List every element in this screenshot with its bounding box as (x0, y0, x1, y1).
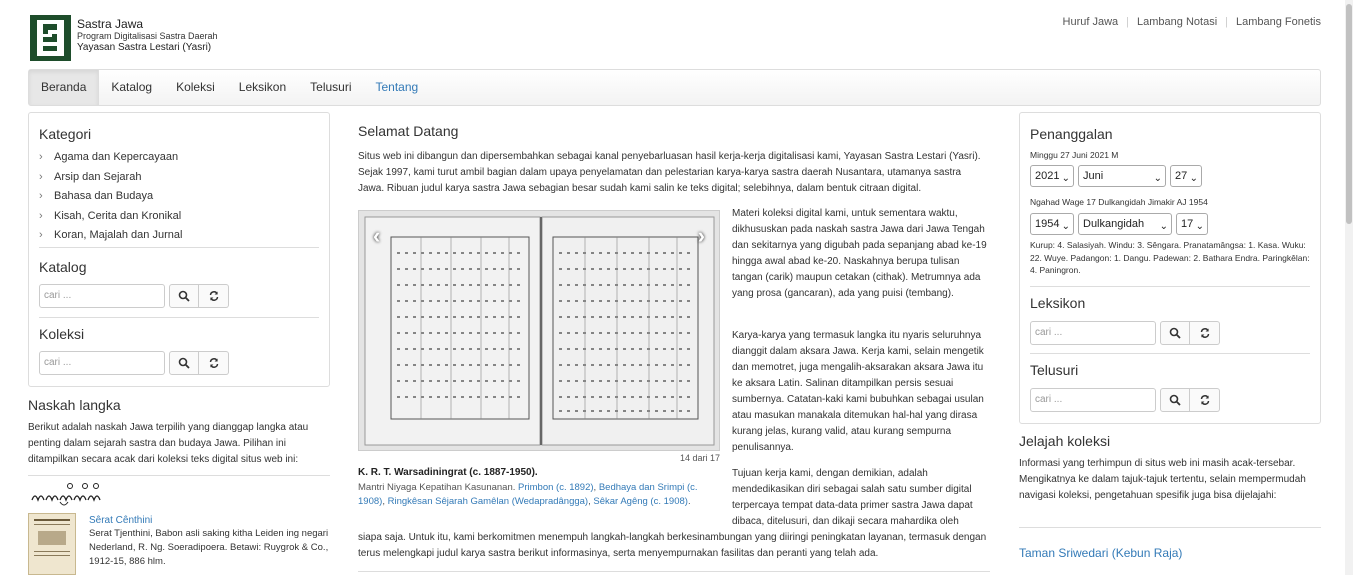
leksikon-search-input[interactable]: cari ... (1030, 321, 1156, 345)
reset-button[interactable] (1190, 388, 1220, 412)
refresh-icon (208, 357, 220, 369)
telusuri-title: Telusuri (1030, 362, 1079, 378)
chevron-down-icon: ⌄ (1061, 221, 1070, 232)
caption-link[interactable]: Primbon (c. 1892) (518, 482, 594, 493)
refresh-icon (208, 290, 220, 302)
telusuri-search-input[interactable]: cari ... (1030, 388, 1156, 412)
koleksi-title: Koleksi (39, 326, 85, 342)
katalog-title: Katalog (39, 259, 87, 275)
search-button[interactable] (169, 284, 199, 308)
leksikon-search (1030, 321, 1220, 345)
caption-author: K. R. T. Warsadiningrat (c. 1887-1950). (358, 467, 538, 478)
masehi-date: Minggu 27 Juni 2021 M (1030, 150, 1119, 160)
masehi-selects (1030, 165, 1202, 187)
divider (39, 247, 319, 248)
jawa-date: Ngahad Wage 17 Dulkangidah Jimakir AJ 1954 (1030, 197, 1208, 207)
caption-link[interactable]: Sêkar Agêng (c. 1908) (593, 496, 688, 507)
kurup-info: Kurup: 4. Salasiyah. Windu: 3. Sêngara. Pranatamângsa: 1. Kasa. Wuku: 22. Wuye. Padangon: 1. Dangu. Padewan: 2. Bathara Endra. Paringkêlan: 4. Paningron. (1030, 240, 1310, 275)
chevron-down-icon: ⌄ (1153, 173, 1162, 184)
site-org: Yayasan Sastra Lestari (Yasri) (77, 42, 212, 53)
reset-button[interactable] (199, 351, 229, 375)
jawa-year-select[interactable]: 1954 ⌄ (1030, 213, 1074, 235)
chevron-down-icon: ⌄ (1061, 173, 1070, 184)
tab-katalog[interactable]: Katalog (111, 80, 153, 94)
month-select[interactable]: Juni ⌄ (1078, 165, 1166, 187)
refresh-icon (1199, 327, 1211, 339)
divider (358, 571, 990, 572)
taman-sriwedari-link[interactable]: Taman Sriwedari (Kebun Raja) (1019, 546, 1183, 560)
tab-leksikon[interactable]: Leksikon (238, 80, 287, 94)
top-links (1063, 16, 1321, 28)
search-icon (178, 357, 190, 369)
search-button[interactable] (169, 351, 199, 375)
caption-text: Mantri Niyaga Kepatihan Kasunanan. Primbon (c. 1892), Bedhaya dan Srimpi (c. 1908), Ringkêsan Sêjarah Gamêlan (Wedapradângga), Sêkar Agêng (c. 1908). (358, 482, 698, 507)
search-icon (1169, 327, 1181, 339)
separator: | (1225, 16, 1228, 28)
page-scrollbar[interactable] (1345, 0, 1353, 575)
divider (1019, 527, 1321, 528)
toplink-lambang-notasi[interactable]: Lambang Notasi (1137, 16, 1218, 28)
chevron-right-icon: › (39, 170, 43, 183)
year-select[interactable]: 2021 ⌄ (1030, 165, 1074, 187)
koleksi-search (39, 351, 229, 375)
jawa-selects (1030, 213, 1208, 235)
chevron-down-icon: ⌄ (1195, 221, 1204, 232)
day-select[interactable]: 27 ⌄ (1170, 165, 1202, 187)
divider (39, 317, 319, 318)
chevron-right-icon: › (39, 190, 43, 202)
separator: | (1126, 16, 1130, 28)
jelajah-desc: Informasi yang terhimpun di situs web ini masih acak-tersebar. Mengikatnya ke dalam tajuk-tajuk tertentu, selain mempermudah navigasi koleksi, pengetahuan spesifik juga bisa dijelajahi: (1019, 458, 1306, 501)
search-button[interactable] (1160, 321, 1190, 345)
caption-link[interactable]: Ringkêsan Sêjarah Gamêlan (Wedapradângga) (387, 496, 589, 507)
reset-button[interactable] (199, 284, 229, 308)
right-sidebar-panel (1019, 112, 1321, 424)
kategori-item[interactable]: › Agama dan Kepercayaan (39, 148, 319, 168)
koleksi-search-input[interactable]: cari ... (39, 351, 165, 375)
site-subtitle: Program Digitalisasi Sastra Daerah (77, 31, 218, 41)
tab-tentang[interactable]: Tentang (375, 80, 419, 94)
tab-telusuri[interactable]: Telusuri (310, 80, 352, 94)
chevron-right-icon: › (39, 151, 43, 163)
manuscript-carousel[interactable] (358, 210, 720, 451)
search-button[interactable] (1160, 388, 1190, 412)
javanese-script-title (30, 480, 102, 511)
search-icon (1169, 394, 1181, 406)
reset-button[interactable] (1190, 321, 1220, 345)
site-title: Sastra Jawa (77, 17, 144, 31)
book-title-link[interactable]: Sêrat Cênthini (89, 515, 153, 526)
search-icon (178, 290, 190, 302)
naskah-langka-desc: Berikut adalah naskah Jawa terpilih yang dianggap langka atau penting dalam sejarah sastra dan budaya Jawa. Pilihan ini ditampilkan secara acak dari koleksi teks digital situs web ini: (28, 422, 309, 465)
paragraph-3b: siapa saja. Untuk itu, kami berkomitmen menempuh langkah-langkah berkesinambungan yang diiringi peningkatan layanan, termasuk dengan terus melengkapi judul karya sastra berikut informasinya, serta menyempurnakan fasilitas dan peranti yang telah ada. (358, 532, 987, 559)
naskah-langka-title: Naskah langka (28, 397, 121, 413)
jelajah-title: Jelajah koleksi (1019, 433, 1111, 449)
brand-block[interactable] (77, 18, 218, 54)
paragraph-3a: Tujuan kerja kami, dengan demikian, adalah mendedikasikan diri sebagai salah satu sumber digital terpercaya tempat data-data primer sastra Jawa dapat dibaca, ditelusuri, dan dikaji secara mahardika oleh (732, 468, 973, 527)
divider (1030, 353, 1310, 354)
slide-counter: 14 dari 17 (680, 453, 721, 463)
tab-koleksi[interactable]: Koleksi (176, 80, 215, 94)
kategori-list (39, 148, 319, 246)
book-description: Serat Tjenthini, Babon asli saking kitha Leiden ing negari Nederland, R. Ng. Soeradipoera. Betawi: Ruygrok & Co., 1912-15, 886 hlm. (89, 528, 329, 567)
divider (1030, 286, 1310, 287)
paragraph-1: Materi koleksi digital kami, untuk sementara waktu, dikhususkan pada naskah sastra Jawa dari Jawa Tengah dan sekitarnya yang digubah pada sepanjang abad ke-19 hingga awal abad ke-20. Naskahnya berupa tulisan tangan (carik) maupun cetakan (cithak). Metrumnya ada yang prosa (gancaran), ada yang puisi (tembang). (732, 208, 987, 299)
katalog-search (39, 284, 229, 308)
intro-paragraph: Situs web ini dibangun dan dipersembahkan sebagai kanal penyebarluasan hasil kerja-kerja digitalisasi kami, Yayasan Sastra Lestari (Yasri). Sejak 1997, kami turut ambil bagian dalam upaya penyelamatan dan pelestarian karya-karya sastra daerah Nusantara, utamanya sastra Jawa. Ribuan judul karya sastra Jawa sebagian besar sudah kami salin ke teks digital; selebihnya, dalam bentuk citraan digital. (358, 151, 981, 194)
kategori-item[interactable]: › Bahasa dan Budaya (39, 187, 319, 207)
kategori-item[interactable]: › Koran, Majalah dan Jurnal (39, 226, 319, 246)
penanggalan-title: Penanggalan (1030, 126, 1113, 142)
page-title: Selamat Datang (358, 123, 459, 139)
tab-beranda[interactable]: Beranda (29, 70, 99, 105)
scrollbar-thumb[interactable] (1346, 4, 1352, 224)
chevron-down-icon: ⌄ (1159, 221, 1168, 232)
toplink-huruf-jawa[interactable]: Huruf Jawa (1062, 16, 1119, 28)
kategori-title: Kategori (39, 126, 92, 142)
kategori-item[interactable]: › Kisah, Cerita dan Kronikal (39, 207, 319, 227)
kategori-item[interactable]: › Arsip dan Sejarah (39, 168, 319, 188)
chevron-right-icon: › (39, 229, 43, 241)
carousel-next-icon[interactable]: › (697, 223, 705, 248)
divider (28, 475, 330, 476)
paragraph-2: Karya-karya yang termasuk langka itu nyaris seluruhnya dianggit dalam aksara Jawa. Kerja kami, selain mengetik dan memotret, juga mengalih-aksarakan aksara Jawa itu ke aksara Latin. Salinan ditampilkan persis sesuai sumbernya. Catatan-kaki kami bubuhkan sebagai usulan atau masukan manakala ditemukan hal-hal yang dirasa kurang jelas, kurang valid, atau kurang sempurna penulisannya. (732, 330, 984, 453)
left-sidebar-panel (28, 112, 330, 387)
telusuri-search (1030, 388, 1220, 412)
site-logo[interactable] (29, 14, 72, 62)
katalog-search-input[interactable]: cari ... (39, 284, 165, 308)
chevron-right-icon: › (39, 209, 43, 222)
main-nav (28, 69, 1321, 106)
caption-link[interactable]: Bedhaya dan Srimpi (c. 1908) (358, 482, 698, 507)
toplink-lambang-fonetis[interactable]: Lambang Fonetis (1236, 16, 1321, 28)
chevron-down-icon: ⌄ (1189, 173, 1198, 184)
jawa-month-select[interactable]: Dulkangidah ⌄ (1078, 213, 1172, 235)
book-cover-image[interactable] (28, 513, 76, 575)
leksikon-title: Leksikon (1030, 295, 1086, 311)
refresh-icon (1199, 394, 1211, 406)
jawa-day-select[interactable]: 17 ⌄ (1176, 213, 1208, 235)
carousel-prev-icon[interactable]: ‹ (373, 223, 381, 248)
